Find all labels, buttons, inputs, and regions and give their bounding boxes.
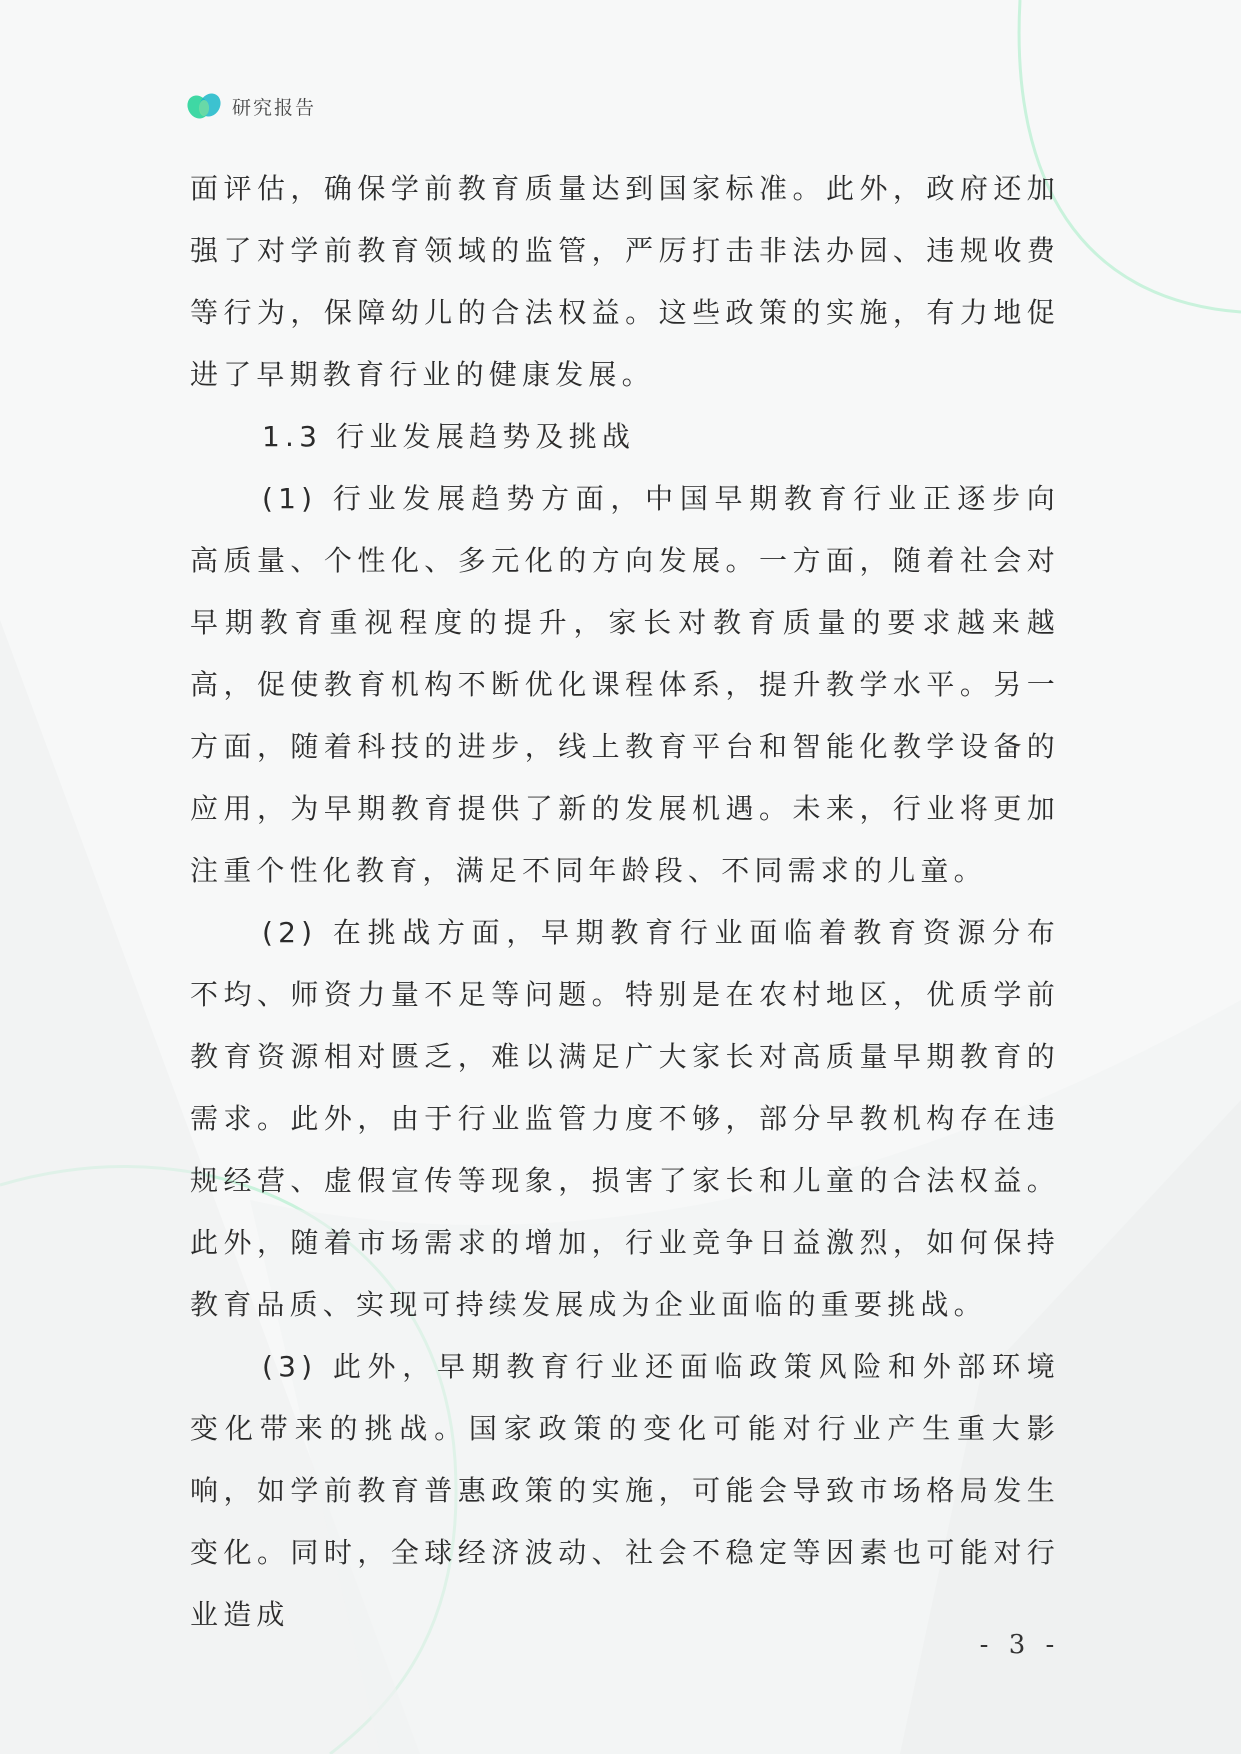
paragraph-trends: (1) 行业发展趋势方面，中国早期教育行业正逐步向高质量、个性化、多元化的方向发展。一方面，随着社会对早期教育重视程度的提升，家长对教育质量的要求越来越高，促使教育机构不断优化课程体系，提升教学水平。另一方面，随着科技的进步，线上教育平台和智能化教学设备的应用，为早期教育提供了新的发展机遇。未来，行业将更加注重个性化教育，满足不同年龄段、不同需求的儿童。 [190,482,1060,887]
header-title: 研究报告 [232,96,317,119]
section-heading: 1.3 行业发展趋势及挑战 [262,420,636,453]
paragraph-continuation: 面评估，确保学前教育质量达到国家标准。此外，政府还加强了对学前教育领域的监管，严厉打击非法办园、违规收费等行为，保障幼儿的合法权益。这些政策的实施，有力地促进了早期教育行业的健康发展。 [190,172,1060,391]
document-body [190,158,1060,1646]
report-header [186,88,316,124]
paragraph-challenges: (2) 在挑战方面，早期教育行业面临着教育资源分布不均、师资力量不足等问题。特别是在农村地区，优质学前教育资源相对匮乏，难以满足广大家长对高质量早期教育的需求。此外，由于行业监管力度不够，部分早教机构存在违规经营、虚假宣传等现象，损害了家长和儿童的合法权益。此外，随着市场需求的增加，行业竞争日益激烈，如何保持教育品质、实现可持续发展成为企业面临的重要挑战。 [190,916,1060,1321]
green-leaf-logo-icon [186,90,222,122]
page-number: - 3 - [979,1630,1061,1660]
paragraph-policy-risk: (3) 此外，早期教育行业还面临政策风险和外部环境变化带来的挑战。国家政策的变化可能对行业产生重大影响，如学前教育普惠政策的实施，可能会导致市场格局发生变化。同时，全球经济波动、社会不稳定等因素也可能对行业造成 [190,1350,1060,1631]
